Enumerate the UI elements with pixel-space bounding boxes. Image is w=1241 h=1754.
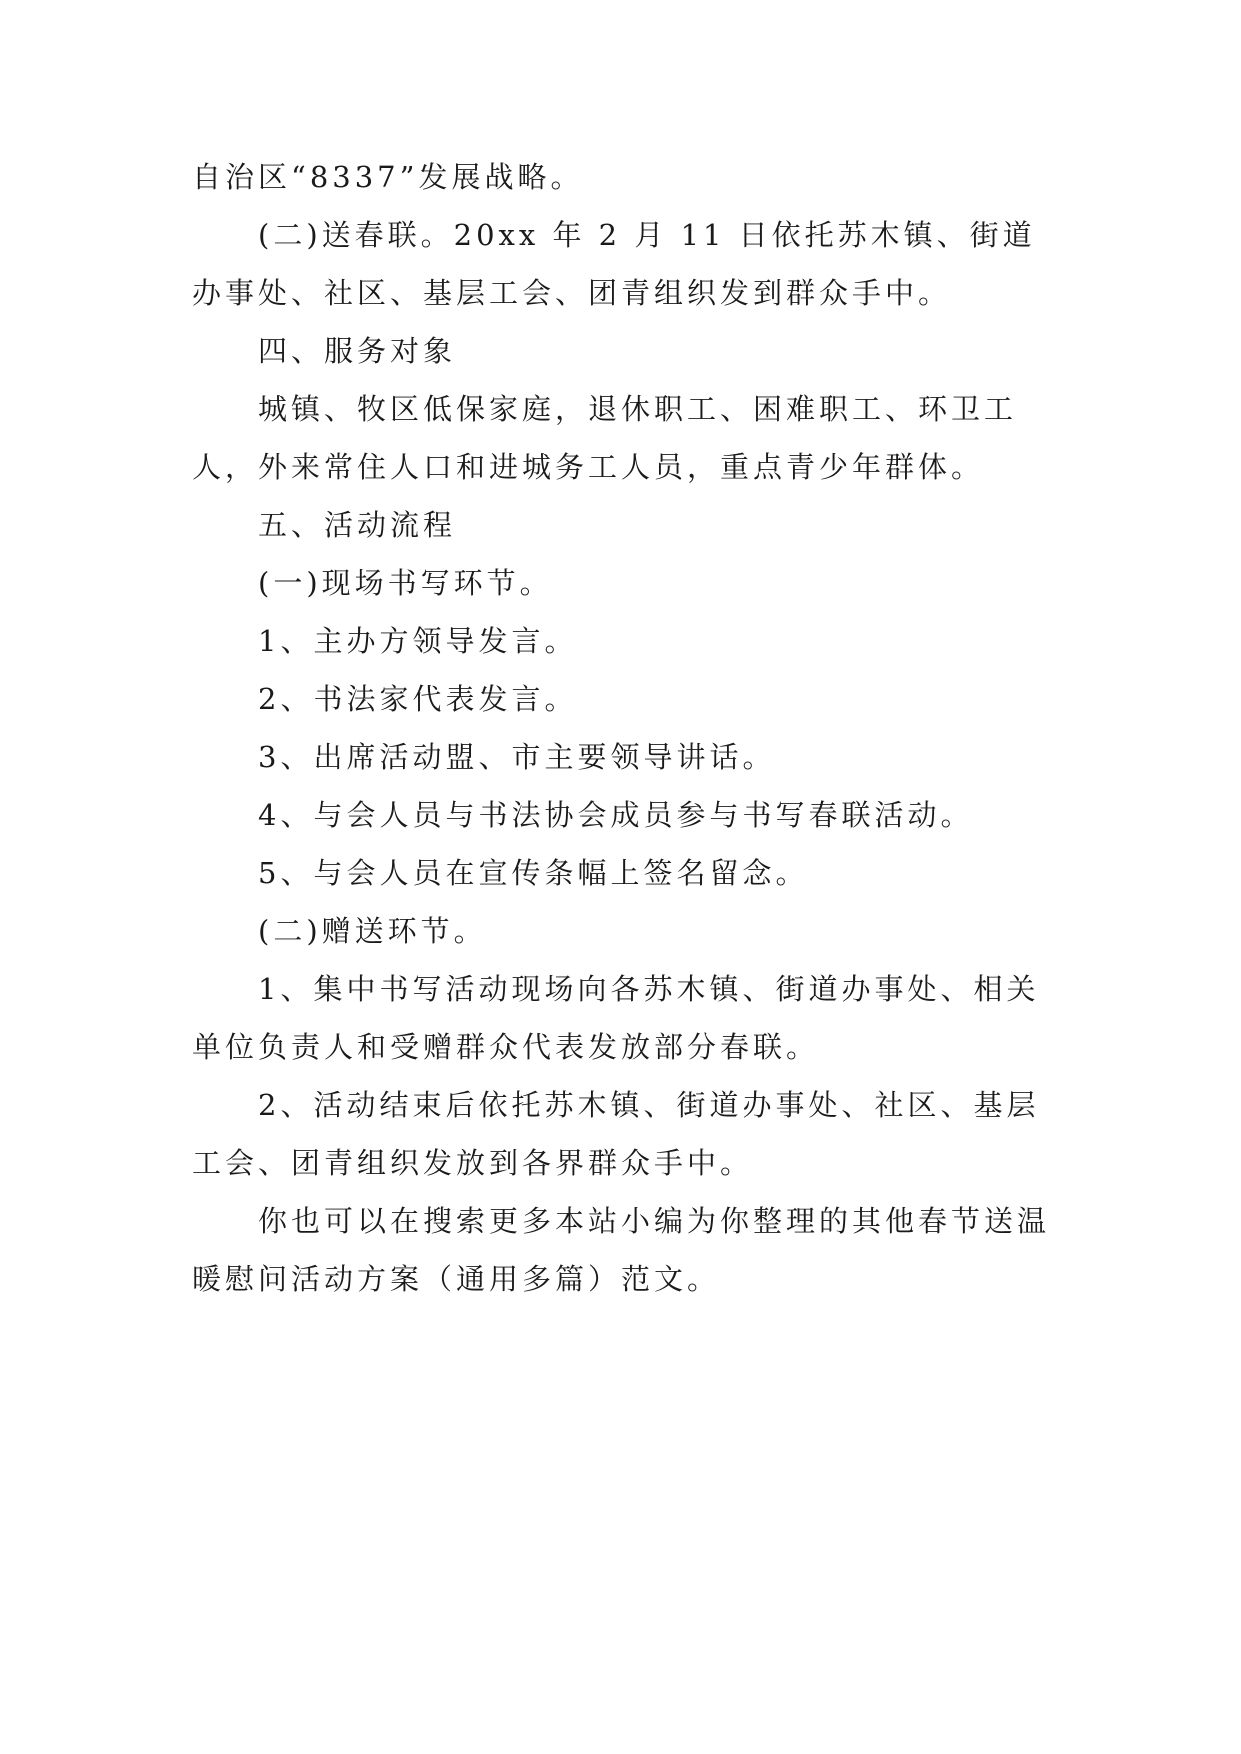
paragraph-2: (二)送春联。20xx 年 2 月 11 日依托苏木镇、街道办事处、社区、基层工会、团青组织发到群众手中。 — [192, 218, 1036, 310]
closing-paragraph: 你也可以在搜索更多本站小编为你整理的其他春节送温暖慰问活动方案（通用多篇）范文。 — [192, 1204, 1051, 1296]
gifting-item-1: 1、集中书写活动现场向各苏木镇、街道办事处、相关单位负责人和受赠群众代表发放部分春联。 — [192, 972, 1040, 1064]
paragraph-4: 城镇、牧区低保家庭，退休职工、困难职工、环卫工人，外来常住人口和进城务工人员，重点青少年群体。 — [192, 392, 1018, 484]
subheading-gifting: (二)赠送环节。 — [258, 914, 487, 948]
list-item-1: 1、主办方领导发言。 — [258, 624, 578, 658]
section-heading-activity-process: 五、活动流程 — [258, 508, 457, 542]
document-body — [192, 148, 1052, 1308]
list-item-5: 5、与会人员在宣传条幅上签名留念。 — [258, 856, 809, 890]
paragraph-1: 自治区“8337”发展战略。 — [192, 160, 584, 194]
subheading-writing: (一)现场书写环节。 — [258, 566, 553, 600]
list-item-2: 2、书法家代表发言。 — [258, 682, 578, 716]
list-item-3: 3、出席活动盟、市主要领导讲话。 — [258, 740, 776, 774]
list-item-4: 4、与会人员与书法协会成员参与书写春联活动。 — [258, 798, 974, 832]
section-heading-service-targets: 四、服务对象 — [258, 334, 457, 368]
gifting-item-2: 2、活动结束后依托苏木镇、街道办事处、社区、基层工会、团青组织发放到各界群众手中。 — [192, 1088, 1040, 1180]
